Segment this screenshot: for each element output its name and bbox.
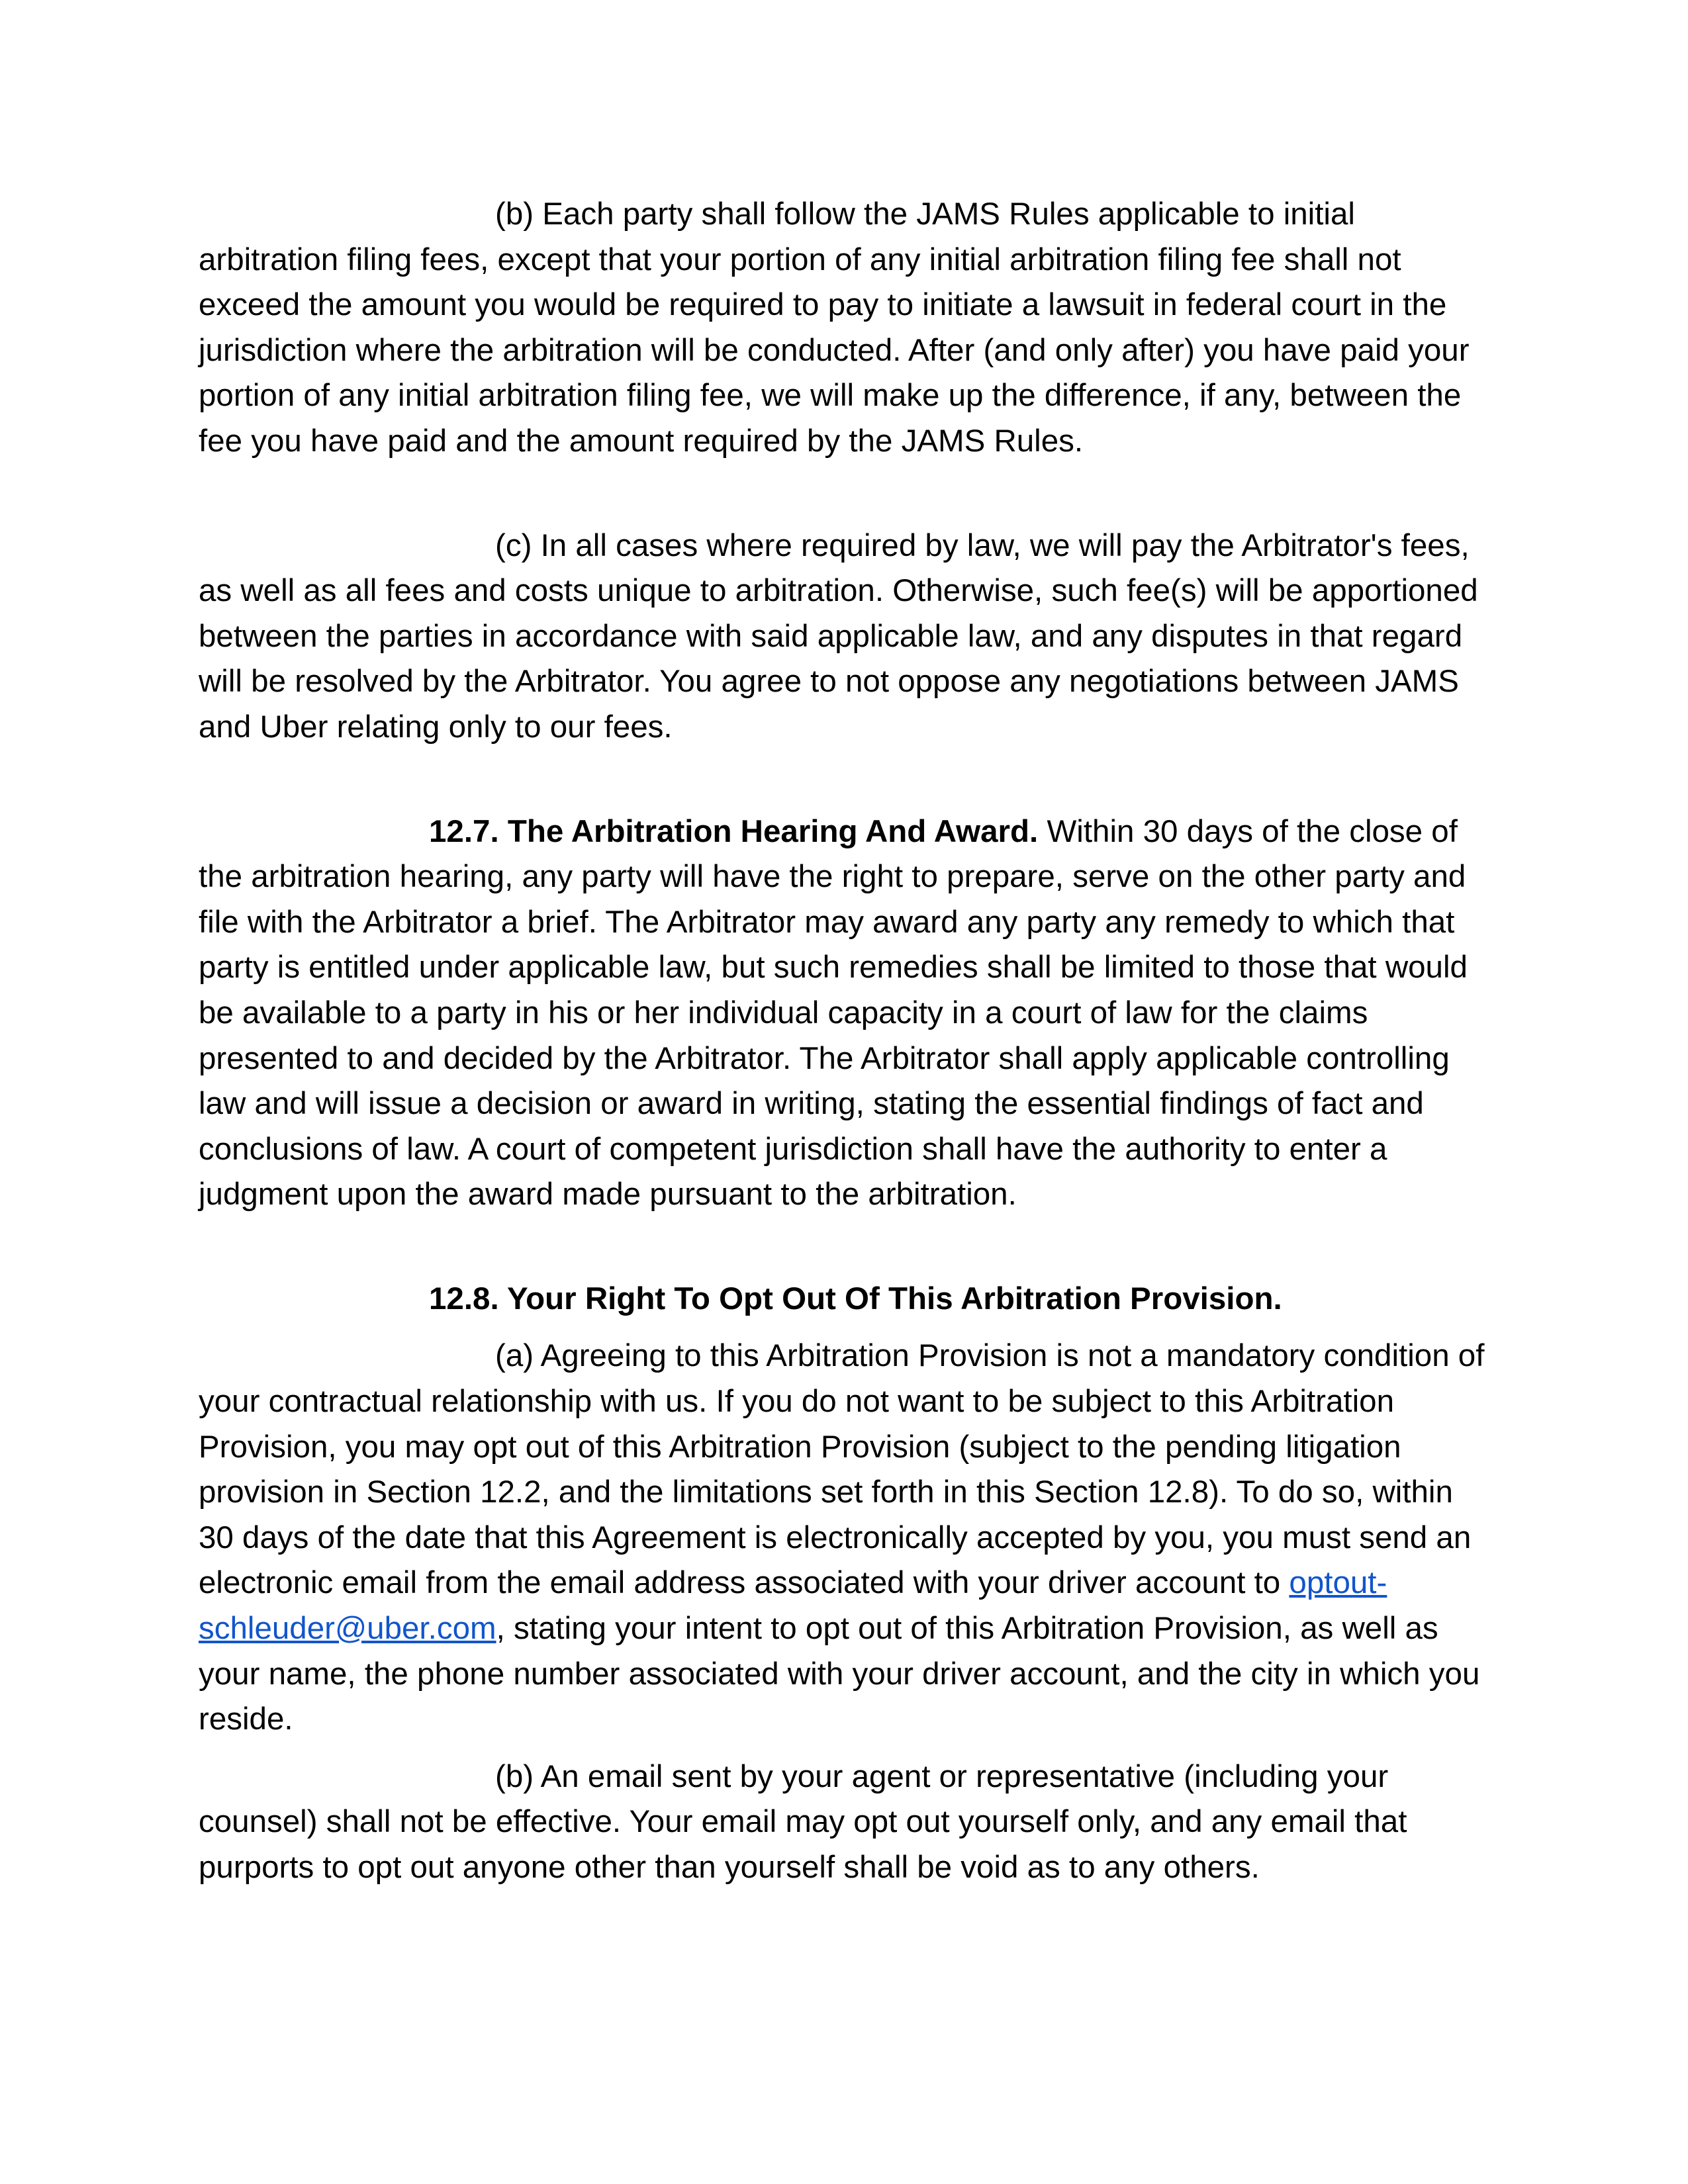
fees-paragraph-c-text: (c) In all cases where required by law, we will pay the Arbitrator's fees, as well as all fees and costs unique to arbitration. Otherwise, such fee(s) will be apportioned between the parties in accordance with said applicable law, and any disputes in that regard will be resolved by the Arbitrator. You agree to not oppose any negotiations between JAMS and Uber relating only to our fees. (199, 527, 1478, 745)
section-12-8-heading-paragraph (199, 1277, 1496, 1322)
fees-paragraph-c (199, 523, 1496, 751)
opt-out-paragraph-b-text: (b) An email sent by your agent or representative (including your counsel) shall not be effective. Your email may opt out yourself only, and any email that purports to opt out anyone other than yourself shall be void as to any others. (199, 1758, 1407, 1885)
document-page (199, 192, 1496, 1891)
fees-paragraph-b (199, 192, 1496, 465)
fees-paragraph-b-text: (b) Each party shall follow the JAMS Rules applicable to initial arbitration filing fees, except that your portion of any initial arbitration filing fee shall not exceed the amount you would be required to pay to initiate a lawsuit in federal court in the jurisdiction where the arbitration will be conducted. After (and only after) you have paid your portion of any initial arbitration filing fee, we will make up the difference, if any, between the fee you have paid and the amount required by the JAMS Rules. (199, 197, 1470, 459)
section-12-7-heading: 12.7. The Arbitration Hearing And Award. (429, 813, 1039, 849)
opt-out-paragraph-b (199, 1754, 1496, 1891)
section-12-8-heading: 12.8. Your Right To Opt Out Of This Arbitration Provision. (429, 1281, 1282, 1316)
opt-out-paragraph-a-text-end: , stating your intent to opt out of this Arbitration Provision, as well as your name, the phone number associated with your driver account, and the city in which you reside. (199, 1611, 1480, 1737)
opt-out-email-link[interactable]: optout-schleuder@uber.com (199, 1565, 1387, 1647)
section-12-7-body: Within 30 days of the close of the arbitration hearing, any party will have the right to prepare, serve on the other party and file with the Arbitrator a brief. The Arbitrator may award any party any remedy to which that party is entitled under applicable law, but such remedies shall be limited to those that would be available to a party in his or her individual capacity in a court of law for the claims presented to and decided by the Arbitrator. The Arbitrator shall apply applicable controlling law and will issue a decision or award in writing, stating the essential findings of fact and conclusions of law. A court of competent jurisdiction shall have the authority to enter a judgment upon the award made pursuant to the arbitration. (199, 813, 1468, 1212)
section-12-7-paragraph (199, 809, 1496, 1218)
opt-out-paragraph-a (199, 1334, 1496, 1742)
opt-out-paragraph-a-text-start: (a) Agreeing to this Arbitration Provision is not a mandatory condition of your contractual relationship with us. If you do not want to be subject to this Arbitration Provision, you may opt out of this Arbitration Provision (subject to the pending litigation provision in Section 12.2, and the limitations set forth in this Section 12.8). To do so, within 30 days of the date that this Agreement is electronically accepted by you, you must send an electronic email from the email address associated with your driver account to (199, 1338, 1485, 1601)
